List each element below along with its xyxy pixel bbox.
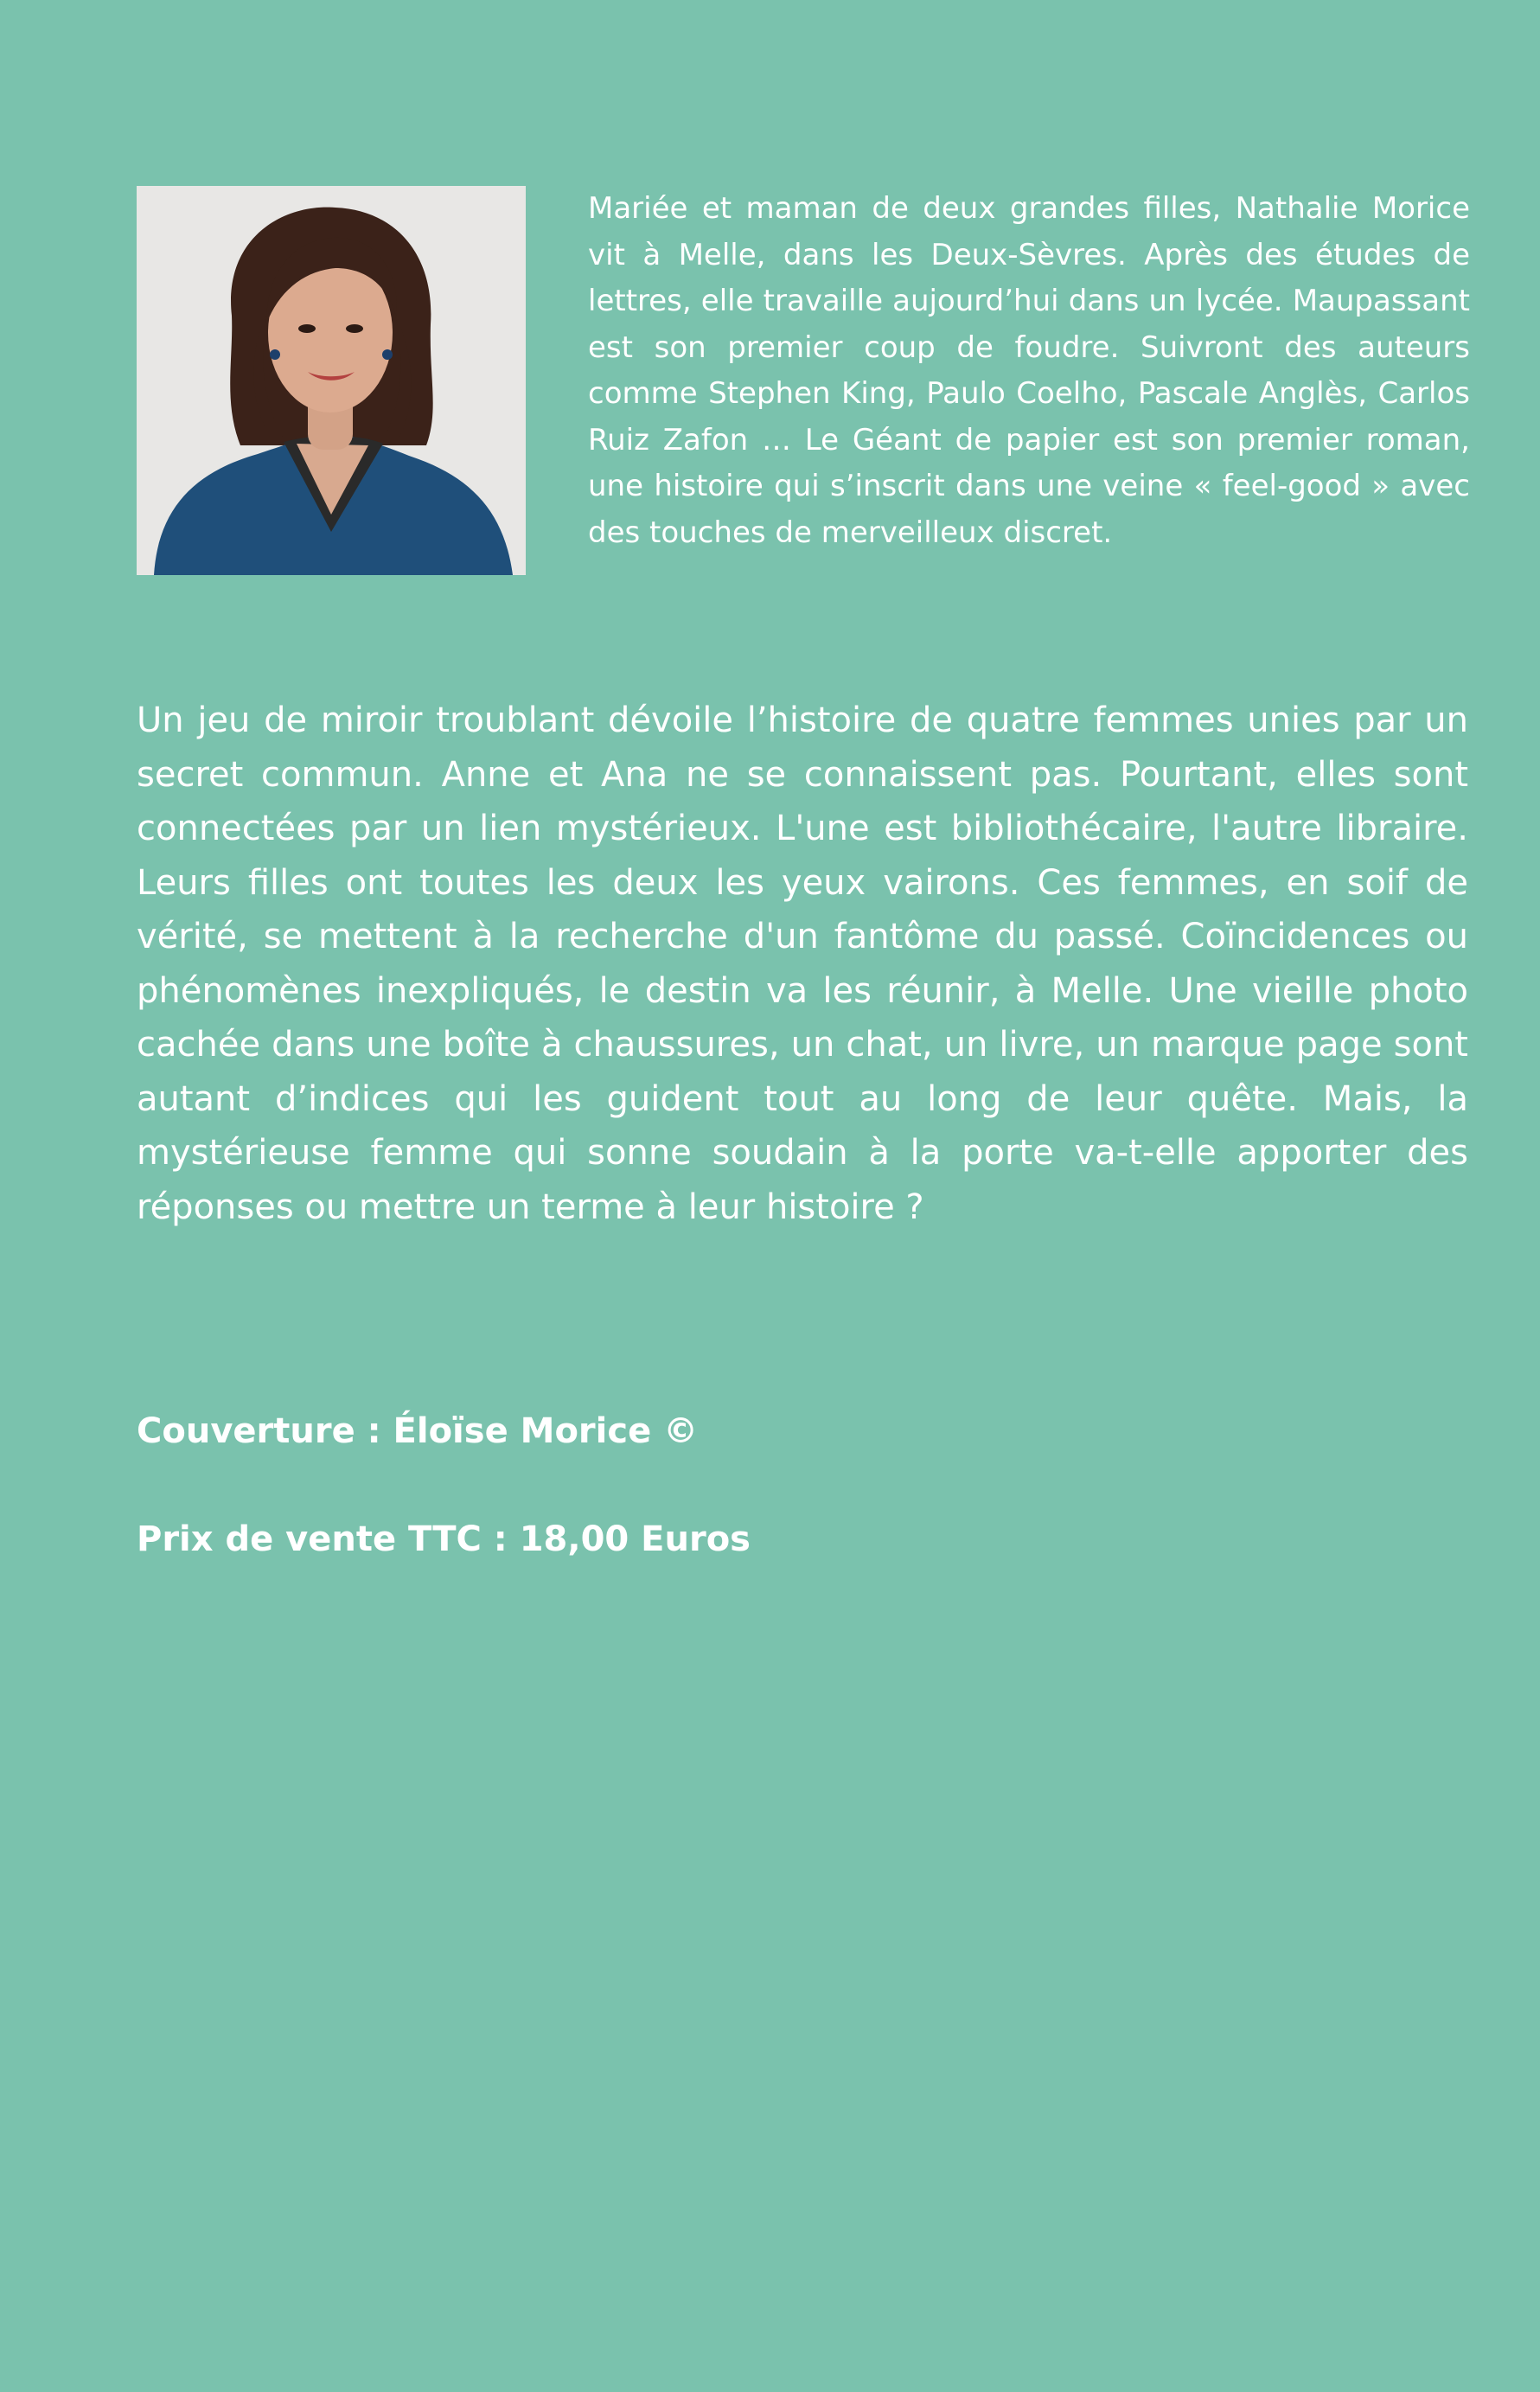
price-label: Prix de vente TTC : 18,00 Euros <box>137 1519 751 1559</box>
book-synopsis: Un jeu de miroir troublant dévoile l’histoire de quatre femmes unies par un secret commun. Anne et Ana ne se connaissent pas. Pourtant, elles sont connectées par un lien mystérieux. L'une est bibliothécaire, l'autre libraire. Leurs filles ont toutes les deux les yeux vairons. Ces femmes, en soif de vérité, se mettent à la recherche d'un fantôme du passé. Coïncidences ou phénomènes inexpliqués, le destin va les réunir, à Melle. Une vieille photo cachée dans une boîte à chaussures, un chat, un livre, un marque page sont autant d’indices qui les guident tout au long de leur quête. Mais, la mystérieuse femme qui sonne soudain à la porte va-t-elle apporter des réponses ou mettre un terme à leur histoire ? <box>137 700 1468 1227</box>
author-photo <box>137 186 526 575</box>
author-portrait-illustration <box>137 186 526 575</box>
cover-credit: Couverture : Éloïse Morice © <box>137 1411 699 1451</box>
author-bio: Mariée et maman de deux grandes filles, Nathalie Morice vit à Melle, dans les Deux-Sèvres. Après des études de lettres, elle travaille aujourd’hui dans un lycée. Maupassant est son premier coup de foudre. Suivront des auteurs comme Stephen King, Paulo Coelho, Pascale Anglès, Carlos Ruiz Zafon … Le Géant de papier est son premier roman, une histoire qui s’inscrit dans une veine « feel-good » avec des touches de merveilleux discret. <box>588 191 1470 550</box>
